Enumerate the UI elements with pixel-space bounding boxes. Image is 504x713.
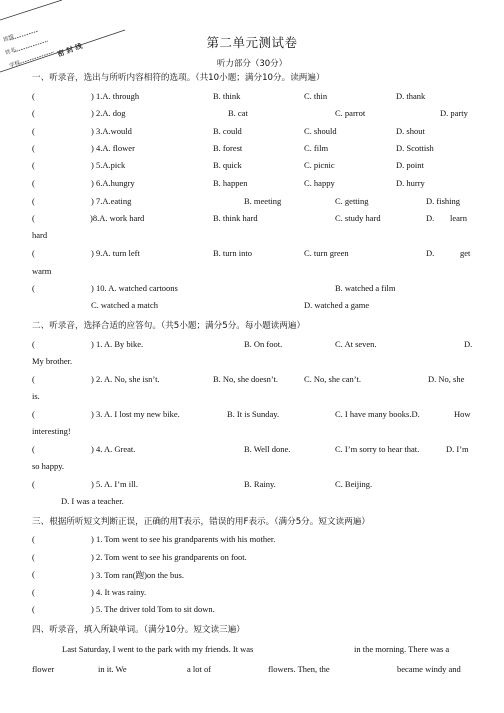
section1-heading: 一、听录音，选出与所听内容相符的选项。（共10小题；满分10分。读两遍） (32, 73, 325, 83)
answer-paren[interactable]: ( (32, 569, 35, 579)
answer-paren[interactable]: ( (32, 444, 35, 454)
judgement-row (32, 587, 472, 599)
option-c: C. I have many books.D. (335, 409, 420, 419)
option-d-text: get (460, 248, 471, 258)
option-c: C. I’m sorry to hear that. (335, 444, 420, 454)
option-d-wrap: D. I was a teacher. (61, 496, 124, 506)
option-b: B. could (213, 126, 242, 136)
question-row (32, 126, 472, 138)
question-row (32, 196, 472, 208)
passage-text: in it. We (98, 664, 127, 674)
option-a: ) 6.A.hungry (91, 178, 135, 188)
passage-text: Last Saturday, I went to the park with my friends. It was (62, 644, 254, 654)
option-b: B. forest (213, 143, 243, 153)
cloze-passage (32, 639, 472, 679)
option-d-wrap: is. (32, 391, 40, 401)
option-c: C. film (304, 143, 329, 153)
answer-paren[interactable]: ( (32, 143, 35, 153)
statement: ) 3. Tom ran(跑)on the bus. (91, 570, 184, 580)
option-a: ) 5. A. I’m ill. (91, 479, 138, 489)
option-a: ) 1. A. By bike. (91, 339, 144, 349)
option-a: ) 2.A. dog (91, 108, 126, 118)
option-a: ) 7.A.eating (91, 196, 132, 206)
option-b: B. It is Sunday. (227, 409, 280, 419)
option-d: D. watched a game (304, 300, 370, 310)
option-b: B. Rainy. (244, 479, 276, 489)
question-row (32, 178, 472, 190)
question-row (32, 143, 472, 155)
question-row (32, 283, 472, 295)
option-d-text: learn (450, 213, 467, 223)
option-d-wrap: warm (32, 266, 52, 276)
option-c: C. watched a match (91, 300, 159, 310)
option-a: ) 3. A. I lost my new bike. (91, 409, 180, 419)
option-c: C. happy (304, 178, 335, 188)
option-a: ) 10. A. watched cartoons (91, 283, 178, 293)
answer-paren[interactable]: ( (32, 479, 35, 489)
question-row (32, 339, 472, 351)
question-row (32, 479, 472, 491)
question-row (32, 213, 472, 225)
option-d: D. hurry (396, 178, 425, 188)
passage-text: a lot of (187, 664, 212, 674)
answer-paren[interactable]: ( (32, 91, 35, 101)
option-c: C. study hard (335, 213, 381, 223)
option-d: D. shout (396, 126, 425, 136)
option-d-wrap: so happy. (32, 461, 65, 471)
passage-text: flowers. Then, the (268, 664, 330, 674)
answer-paren[interactable]: ( (32, 160, 35, 170)
option-a: ) 2. A. No, she isn’t. (91, 374, 160, 384)
answer-paren[interactable]: ( (32, 409, 35, 419)
page-title: 第二单元测试卷 (206, 35, 298, 50)
answer-paren[interactable]: ( (32, 196, 35, 206)
question-row (32, 108, 472, 120)
question-row (32, 248, 472, 260)
option-a: ) 9.A. turn left (91, 248, 140, 258)
option-d: D. (464, 339, 473, 349)
statement: ) 5. The driver told Tom to sit down. (91, 604, 215, 614)
judgement-row (32, 534, 472, 546)
option-b: B. happen (213, 178, 248, 188)
option-a: ) 4.A. flower (91, 143, 135, 153)
answer-paren[interactable]: ( (32, 213, 35, 223)
option-b: B. quick (213, 160, 242, 170)
option-d: D. Scottish (396, 143, 434, 153)
answer-paren[interactable]: ( (32, 283, 35, 293)
option-b: B. On foot. (244, 339, 283, 349)
option-d: D. fishing (426, 196, 460, 206)
option-c: C. turn green (304, 248, 349, 258)
option-b: B. No, she doesn’t. (213, 374, 279, 384)
question-row (32, 160, 472, 172)
option-c: C. Beijing. (335, 479, 373, 489)
answer-paren[interactable]: ( (32, 587, 35, 597)
passage-text: became windy and (397, 664, 461, 674)
option-a: ) 5.A.pick (91, 160, 126, 170)
option-d: How (454, 409, 471, 419)
option-d: D. thank (396, 91, 426, 101)
stamp-class-label: 班级 (2, 34, 16, 44)
option-c: C. thin (304, 91, 328, 101)
option-d: D. point (396, 160, 424, 170)
page-subtitle: 听力部分（30分） (216, 59, 288, 69)
passage-line (32, 659, 472, 679)
statement: ) 1. Tom went to see his grandparents with his mother. (91, 534, 276, 544)
answer-paren[interactable]: ( (32, 534, 35, 544)
option-b: B. turn into (213, 248, 252, 258)
answer-paren[interactable]: ( (32, 374, 35, 384)
section4-heading: 四、听录音，填入所缺单词。（满分10分。短文读三遍） (32, 625, 245, 635)
option-a: ) 3.A.would (91, 126, 132, 136)
option-a: ) 4. A. Great. (91, 444, 136, 454)
option-b: B. watched a film (335, 283, 396, 293)
question-row (32, 444, 472, 456)
option-c: C. At seven. (335, 339, 377, 349)
question-row (32, 91, 472, 103)
answer-paren[interactable]: ( (32, 126, 35, 136)
option-c: C. No, she can’t. (304, 374, 361, 384)
option-d-wrap: interesting! (32, 426, 71, 436)
answer-paren[interactable]: ( (32, 108, 35, 118)
passage-text: in the morning. There was a (354, 644, 450, 654)
question-row (32, 409, 472, 421)
option-c: C. getting (335, 196, 369, 206)
stamp-school-label: 学校 (8, 60, 22, 70)
option-b: B. Well done. (244, 444, 291, 454)
option-d-wrap: My brother. (32, 356, 73, 366)
option-d: D. party (440, 108, 468, 118)
passage-line (32, 639, 472, 659)
statement: ) 4. It was rainy. (91, 587, 147, 597)
option-d: D. I’m (446, 444, 469, 454)
judgement-row (32, 552, 472, 564)
section2-heading: 二、听录音，选择合适的应答句。（共5小题；满分5分。每小题读两遍） (32, 321, 306, 331)
stamp-seal-label: 密 封 线 (56, 42, 84, 59)
section3-heading: 三、根据所听短文判断正误，正确的用T表示，错误的用F表示。（满分5分。短文读两遍） (32, 517, 370, 527)
option-c: C. parrot (335, 108, 366, 118)
option-a: )8.A. work hard (90, 213, 145, 223)
option-c: C. picnic (304, 160, 335, 170)
stamp-name-label: 姓名 (4, 47, 18, 57)
answer-paren[interactable]: ( (32, 339, 35, 349)
question-row (32, 374, 472, 386)
option-d-wrap: hard (32, 230, 48, 240)
option-b: B. think hard (213, 213, 258, 223)
option-b: B. meeting (244, 196, 282, 206)
answer-paren[interactable]: ( (32, 178, 35, 188)
answer-paren[interactable]: ( (32, 604, 35, 614)
question-row-continued (32, 300, 472, 312)
answer-paren[interactable]: ( (32, 248, 35, 258)
option-d: D. (426, 213, 435, 223)
option-b: B. think (213, 91, 241, 101)
option-b: B. cat (228, 108, 248, 118)
option-c: C. should (304, 126, 337, 136)
option-a: ) 1.A. through (91, 91, 140, 101)
passage-text: flower (32, 664, 55, 674)
option-d: D. No, she (428, 374, 465, 384)
statement: ) 2. Tom went to see his grandparents on foot. (91, 552, 247, 562)
answer-paren[interactable]: ( (32, 552, 35, 562)
option-d: D. (426, 248, 435, 258)
judgement-row (32, 604, 472, 616)
judgement-row (32, 569, 472, 581)
